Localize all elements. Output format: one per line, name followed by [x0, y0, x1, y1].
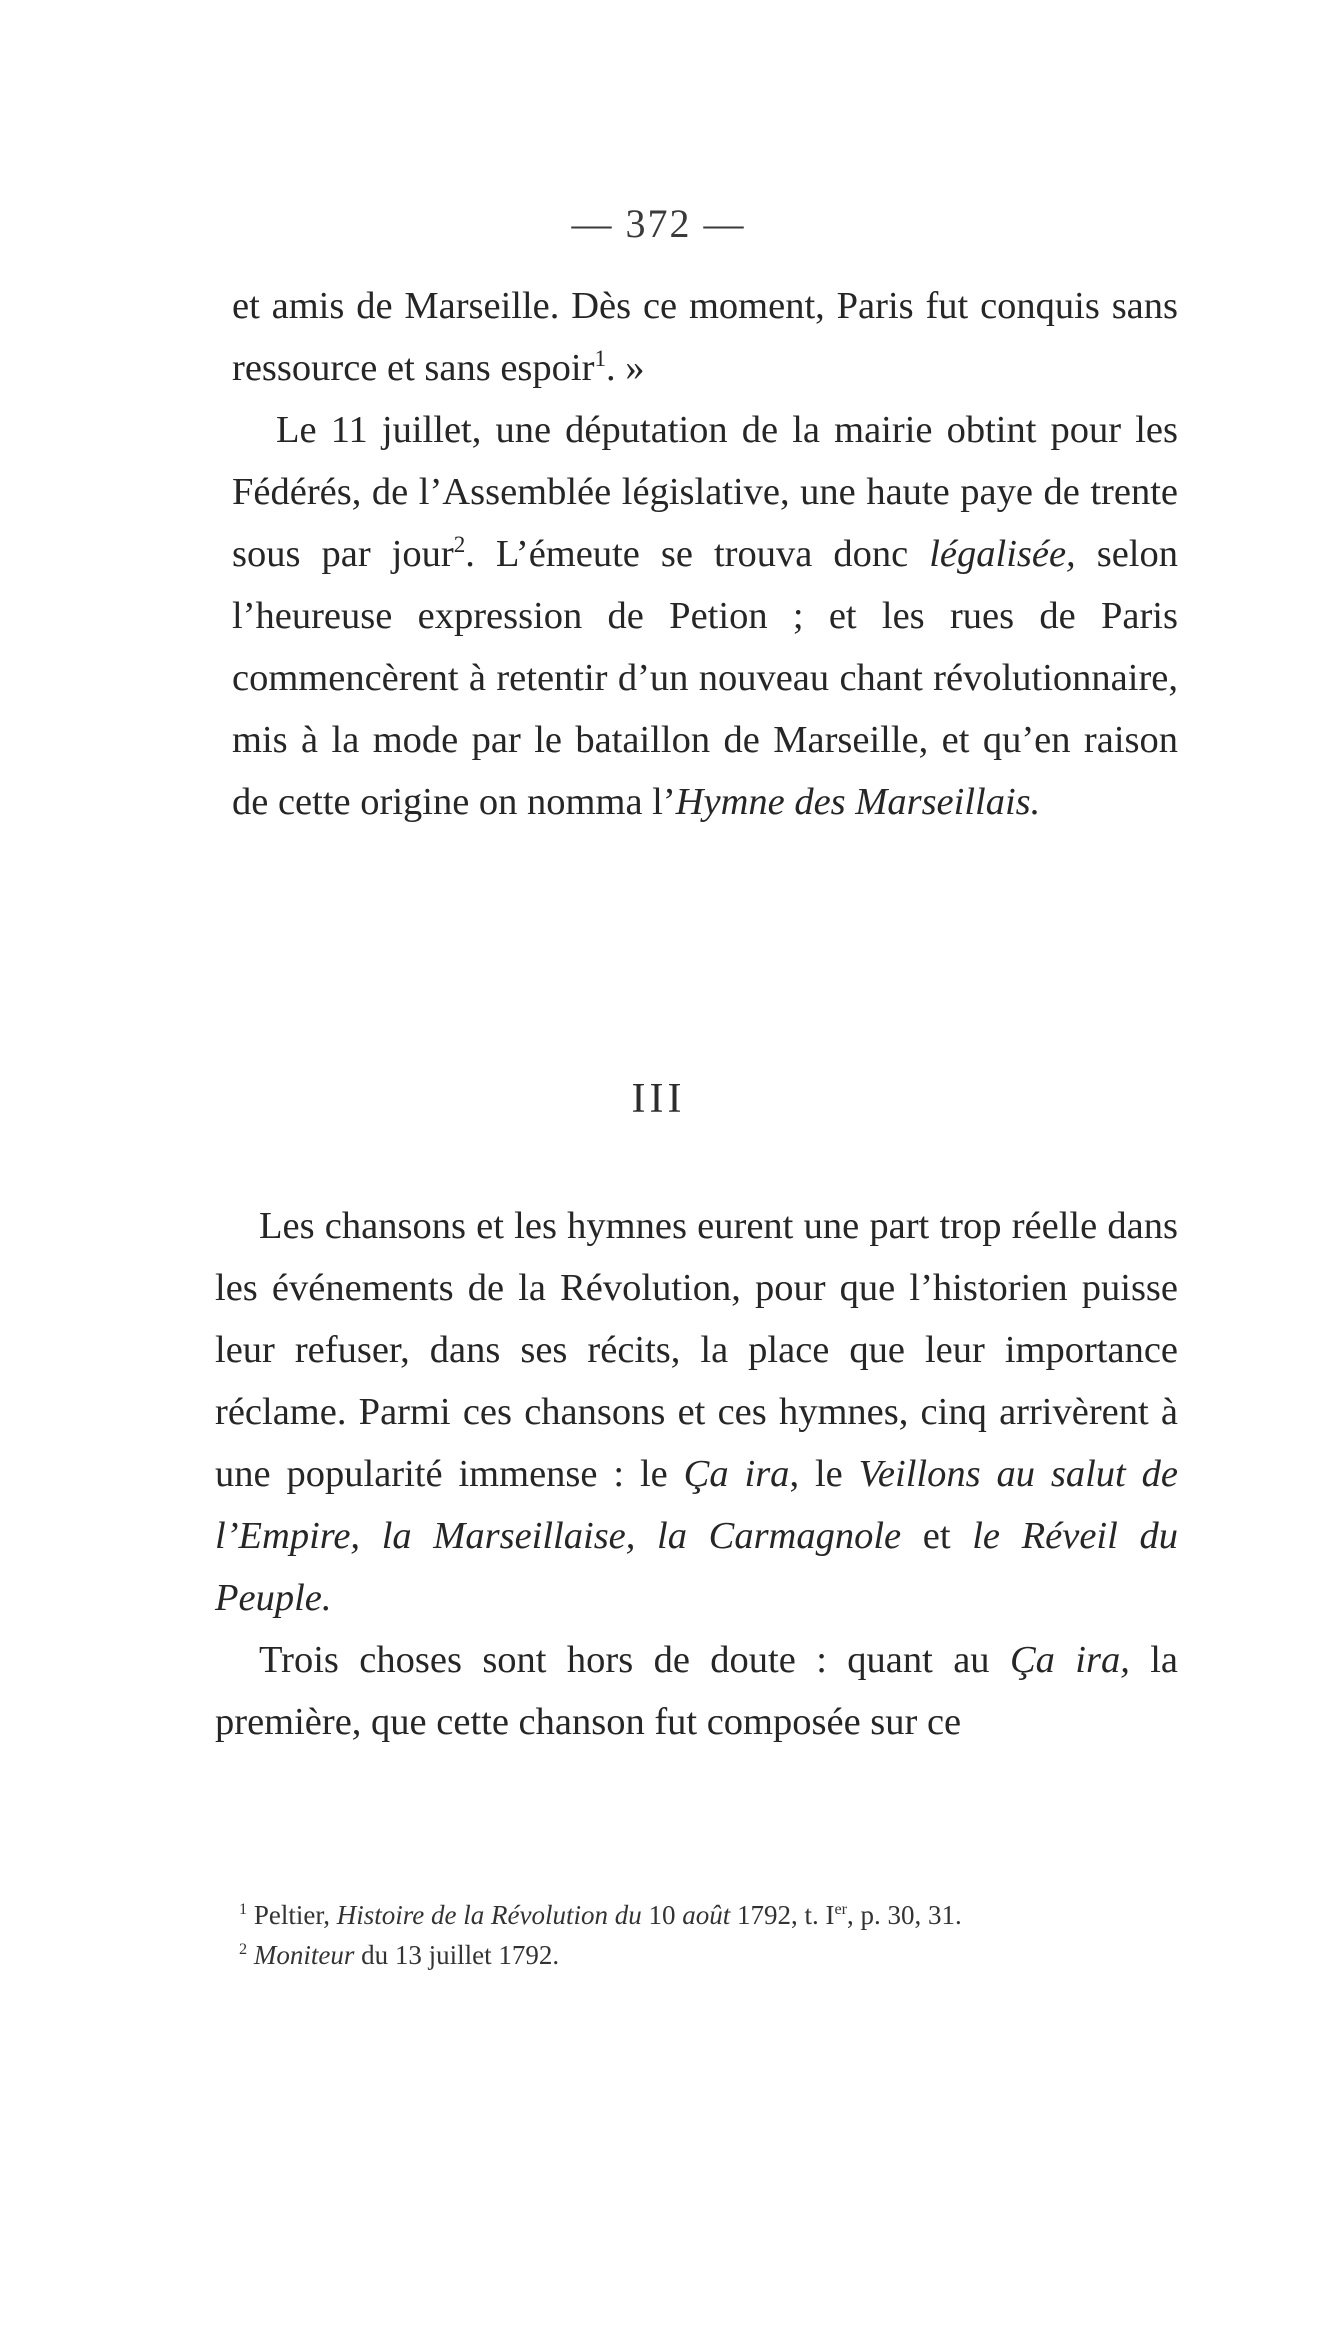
paragraph-text: la première, que cette chanson fut composée sur ce [215, 1639, 1178, 1743]
paragraph-text: . L’émeute se trouva donc [465, 533, 930, 575]
italic-text: Veillons au salut de l’Empire, la Marseillaise, la Carmagnole [215, 1453, 1178, 1557]
paragraph-text: Les chansons et les hymnes eurent une part trop réelle dans les événements de la Révolution, pour que l’historien puisse leur refuser, dans ses récits, la place que leur importance réclame. Parmi ces chansons et ces hymnes, cinq arrivèrent à une popularité immense : le [215, 1205, 1178, 1495]
italic-text: Moniteur [253, 1940, 355, 1970]
italic-text: août [682, 1900, 731, 1930]
lower-text-block [215, 1195, 1178, 1753]
footnote-text: du 13 juillet 1792. [354, 1940, 560, 1970]
italic-text: Hymne des Marseillais. [675, 781, 1041, 823]
footnote-text: 1792, t. I [730, 1900, 835, 1930]
footnote-marker: 2 [239, 1940, 248, 1958]
superscript: er [834, 1900, 848, 1918]
italic-text: Ça ira [683, 1453, 790, 1495]
paragraph-text: . » [605, 347, 645, 389]
footnote-marker: 1 [239, 1900, 248, 1918]
italic-text: le Réveil du Peuple. [215, 1515, 1178, 1619]
footnote-2 [215, 1935, 1178, 1975]
paragraph-text: Le 11 juillet, une députation de la mairie obtint pour les Fédérés, de l’Assemblée législative, une haute paye de trente sous par jour [232, 409, 1178, 575]
paragraph-text: Trois choses sont hors de doute : quant au [259, 1639, 1010, 1681]
footnotes [215, 1895, 1178, 1975]
section-heading: III [631, 1076, 686, 1122]
footnote-text: Peltier, [253, 1900, 337, 1930]
paragraph-text: selon l’heureuse expression de Petion ; et les rues de Paris commencèrent à retentir d’un nouveau chant révolutionnaire, mis à la mode par le bataillon de Marseille, et qu’en raison de cette origine on nomma l’ [232, 533, 1178, 823]
page-number: — 372 — [571, 201, 746, 246]
paragraph-text: et amis de Marseille. Dès ce moment, Paris fut conquis sans ressource et sans espoir [232, 285, 1178, 389]
footnote-ref: 2 [453, 531, 466, 558]
italic-text: légalisée, [929, 533, 1076, 575]
footnote-ref: 1 [594, 345, 606, 372]
paragraph [215, 1195, 1178, 1629]
paragraph-text: et [901, 1515, 973, 1557]
footnote-text: , p. 30, 31. [847, 1900, 962, 1930]
upper-text-block [232, 275, 1178, 833]
footnote-1 [215, 1895, 1178, 1935]
paragraph [215, 1629, 1178, 1753]
footnote-text: 10 [641, 1900, 683, 1930]
paragraph [232, 399, 1178, 833]
italic-text: Histoire de la Révolution du [336, 1900, 642, 1930]
italic-text: Ça ira, [1009, 1639, 1130, 1681]
paragraph-text: , le [789, 1453, 859, 1495]
paragraph-continuation [232, 275, 1178, 399]
